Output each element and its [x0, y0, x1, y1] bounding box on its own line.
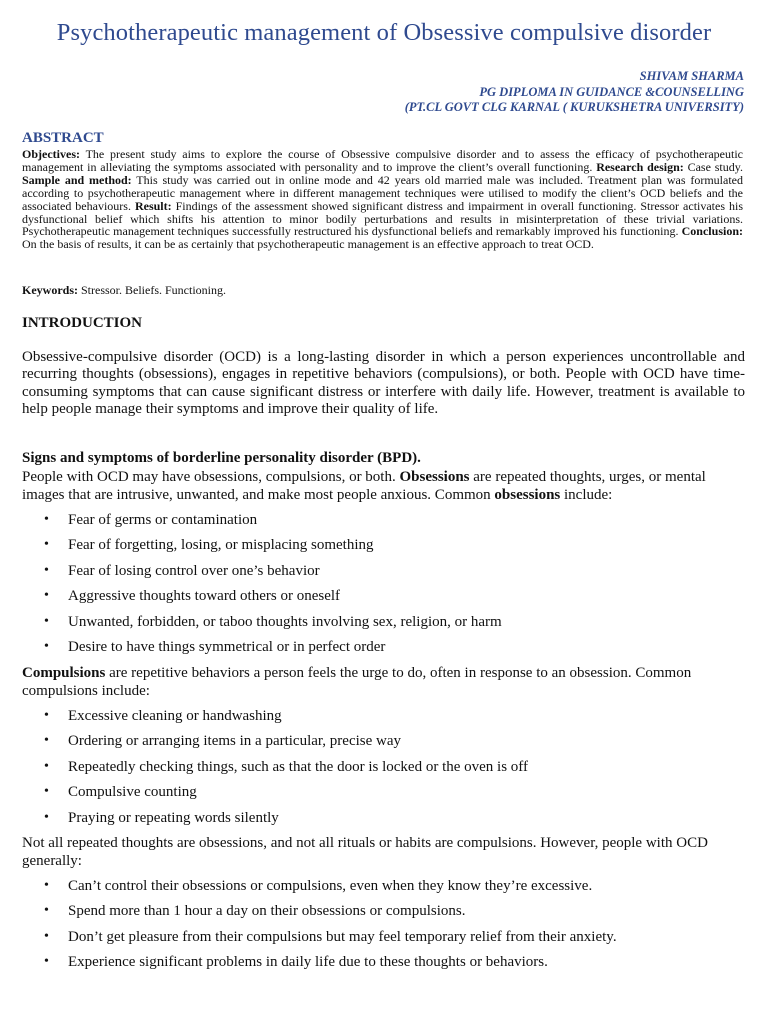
para2-text: are repetitive behaviors a person feels the urge to do, often in response to an obsession. Common compulsions include: — [22, 665, 692, 699]
conclusion-label: Conclusion: — [681, 224, 743, 239]
list-item: • Fear of germs or contamination — [22, 511, 745, 536]
author-program: PG DIPLOMA IN GUIDANCE &COUNSELLING — [479, 84, 744, 99]
keywords-text: Stressor. Beliefs. Functioning. — [78, 283, 226, 297]
list-item: • Excessive cleaning or handwashing — [22, 707, 745, 732]
introduction-heading: INTRODUCTION — [22, 315, 143, 331]
paper-title: Psychotherapeutic management of Obsessive compulsive disorder — [56, 19, 712, 46]
list-item: • Praying or repeating words silently — [22, 809, 745, 834]
objectives-label: Objectives: — [22, 147, 80, 161]
list-item: • Don’t get pleasure from their compulsions but may feel temporary relief from their anxiety. — [22, 928, 745, 953]
list-item: • Fear of forgetting, losing, or misplacing something — [22, 536, 745, 561]
list-item: • Repeatedly checking things, such as that the door is locked or the oven is off — [22, 758, 745, 783]
generally-paragraph: Not all repeated thoughts are obsessions, and not all rituals or habits are compulsions. However, people with OCD generally: — [22, 835, 708, 869]
generally-list — [22, 877, 745, 979]
para1-text-c: include: — [560, 487, 613, 503]
keywords-line — [22, 283, 226, 298]
para1-text-b: are repeated thoughts, urges, or mental images that are intrusive, unwanted, and make most people anxious. Common — [22, 469, 706, 503]
author-name: SHIVAM SHARMA — [639, 69, 744, 83]
list-item: • Ordering or arranging items in a particular, precise way — [22, 732, 745, 757]
list-item: • Aggressive thoughts toward others or oneself — [22, 587, 745, 612]
design-label: Research design: — [596, 159, 684, 174]
list-item: • Can’t control their obsessions or compulsions, even when they know they’re excessive. — [22, 877, 745, 902]
compulsions-list — [22, 707, 745, 834]
list-item: • Spend more than 1 hour a day on their obsessions or compulsions. — [22, 902, 745, 927]
list-item: • Desire to have things symmetrical or in perfect order — [22, 638, 745, 663]
objectives-text: The present study aims to explore the course of Obsessive compulsive disorder and to assess the efficacy of psychotherapeutic management in alleviating the symptoms associated with personality and to improve the client’s overall functioning. — [22, 147, 743, 174]
para2-bold-compulsions: Compulsions — [22, 665, 106, 681]
author-block — [244, 69, 744, 116]
result-label: Result: — [134, 198, 172, 213]
author-institution: (PT.CL GOVT CLG KARNAL ( KURUKSHETRA UNIVERSITY) — [404, 100, 744, 114]
conclusion-text: On the basis of results, it can be as certainly that psychotherapeutic management is an effective approach to treat OCD. — [22, 237, 594, 252]
result-text: Findings of the assessment showed significant distress and impairment in overall functioning. Stressor activates his dysfunctional belief which shifts his attention to minor bodily perturbations and results in misinterpretation of these trivial variations. Psychotherapeutic management techniques successfully restructured his dysfunctional beliefs and remarkably improved his functioning. — [22, 198, 744, 239]
obsessions-paragraph — [22, 468, 745, 504]
list-item: • Unwanted, forbidden, or taboo thoughts involving sex, religion, or harm — [22, 613, 745, 638]
abstract-body — [22, 148, 743, 251]
design-text: Case study. — [683, 159, 743, 174]
sample-text: This study was carried out in online mode and 42 years old married male was included. Treatment plan was formulated according to psychotherapeutic management where in different management techniques were utilised to modify the client’s OCD beliefs and the associated behaviours. — [22, 172, 744, 213]
keywords-label: Keywords: — [22, 283, 78, 297]
sample-label: Sample and method: — [22, 172, 132, 187]
list-item: • Experience significant problems in daily life due to these thoughts or behaviors. — [22, 953, 745, 978]
list-item: • Compulsive counting — [22, 783, 745, 808]
para1-bold-obsessions: Obsessions — [399, 469, 470, 485]
signs-heading: Signs and symptoms of borderline personality disorder (BPD). — [22, 450, 421, 466]
list-item: • Fear of losing control over one’s behavior — [22, 562, 745, 587]
para1-bold-obsessions-2: obsessions — [494, 487, 561, 503]
abstract-heading: ABSTRACT — [22, 130, 104, 146]
obsessions-list — [22, 511, 745, 663]
compulsions-paragraph — [22, 664, 745, 700]
introduction-body: Obsessive-compulsive disorder (OCD) is a long-lasting disorder in which a person experiences uncontrollable and recurring thoughts (obsessions), engages in repetitive behaviors (compulsions), or both. People with OCD have time-consuming symptoms that can cause significant distress or interfere with daily life. However, treatment is available to help people manage their symptoms and improve their quality of life. — [22, 349, 745, 417]
para1-text-a: People with OCD may have obsessions, compulsions, or both. — [22, 469, 400, 485]
